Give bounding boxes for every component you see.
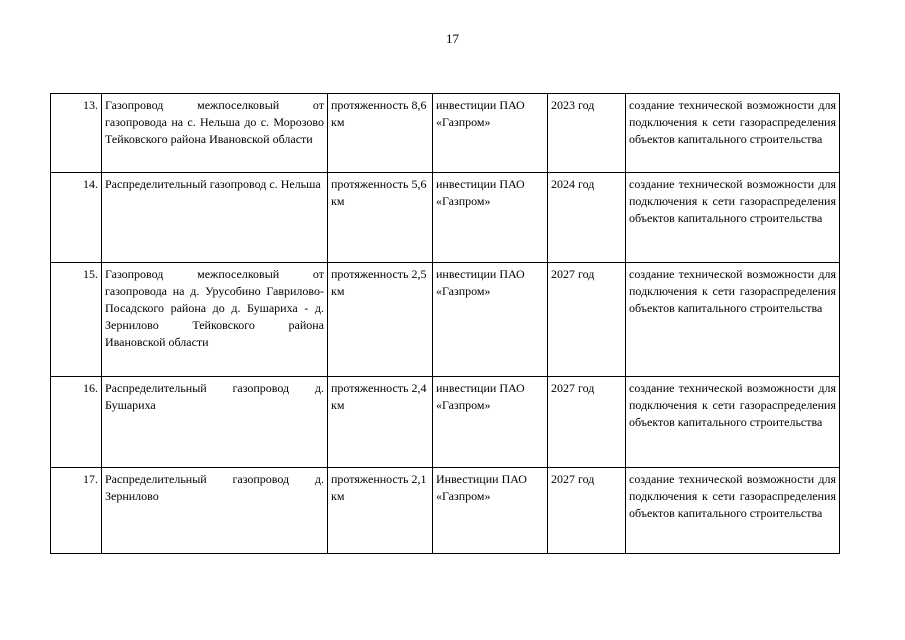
object-name: Газопровод межпоселковый от газопровода на д. Урусобино Гаврилово-Посадского района до д. Бушариха - д. Зернилово Тейковского района Ивановской области	[102, 263, 328, 377]
table-row	[51, 94, 840, 173]
object-name: Распределительный газопровод д. Бушариха	[102, 377, 328, 468]
object-purpose: создание технической возможности для подключения к сети газораспределения объектов капитального строительства	[626, 468, 840, 554]
funding-source: инвестиции ПАО «Газпром»	[433, 94, 548, 173]
funding-source: инвестиции ПАО «Газпром»	[433, 377, 548, 468]
object-length: протяженность 5,6 км	[328, 173, 433, 263]
object-length: протяженность 2,1 км	[328, 468, 433, 554]
row-number: 15.	[51, 263, 102, 377]
table-row	[51, 173, 840, 263]
object-length: протяженность 2,5 км	[328, 263, 433, 377]
page-number: 17	[446, 31, 459, 46]
row-number: 13.	[51, 94, 102, 173]
completion-year: 2027 год	[548, 377, 626, 468]
object-purpose: создание технической возможности для подключения к сети газораспределения объектов капитального строительства	[626, 263, 840, 377]
row-number: 14.	[51, 173, 102, 263]
object-name: Распределительный газопровод д. Зернилово	[102, 468, 328, 554]
table-row	[51, 263, 840, 377]
completion-year: 2023 год	[548, 94, 626, 173]
funding-source: инвестиции ПАО «Газпром»	[433, 173, 548, 263]
gas-pipeline-table	[50, 93, 840, 554]
completion-year: 2027 год	[548, 263, 626, 377]
row-number: 17.	[51, 468, 102, 554]
table-row	[51, 377, 840, 468]
object-length: протяженность 2,4 км	[328, 377, 433, 468]
funding-source: инвестиции ПАО «Газпром»	[433, 263, 548, 377]
funding-source: Инвестиции ПАО «Газпром»	[433, 468, 548, 554]
object-name: Газопровод межпоселковый от газопровода на с. Нельша до с. Морозово Тейковского района Ивановской области	[102, 94, 328, 173]
object-length: протяженность 8,6 км	[328, 94, 433, 173]
object-purpose: создание технической возможности для подключения к сети газораспределения объектов капитального строительства	[626, 94, 840, 173]
object-purpose: создание технической возможности для подключения к сети газораспределения объектов капитального строительства	[626, 377, 840, 468]
completion-year: 2027 год	[548, 468, 626, 554]
object-name: Распределительный газопровод с. Нельша	[102, 173, 328, 263]
row-number: 16.	[51, 377, 102, 468]
object-purpose: создание технической возможности для подключения к сети газораспределения объектов капитального строительства	[626, 173, 840, 263]
table-row	[51, 468, 840, 554]
completion-year: 2024 год	[548, 173, 626, 263]
